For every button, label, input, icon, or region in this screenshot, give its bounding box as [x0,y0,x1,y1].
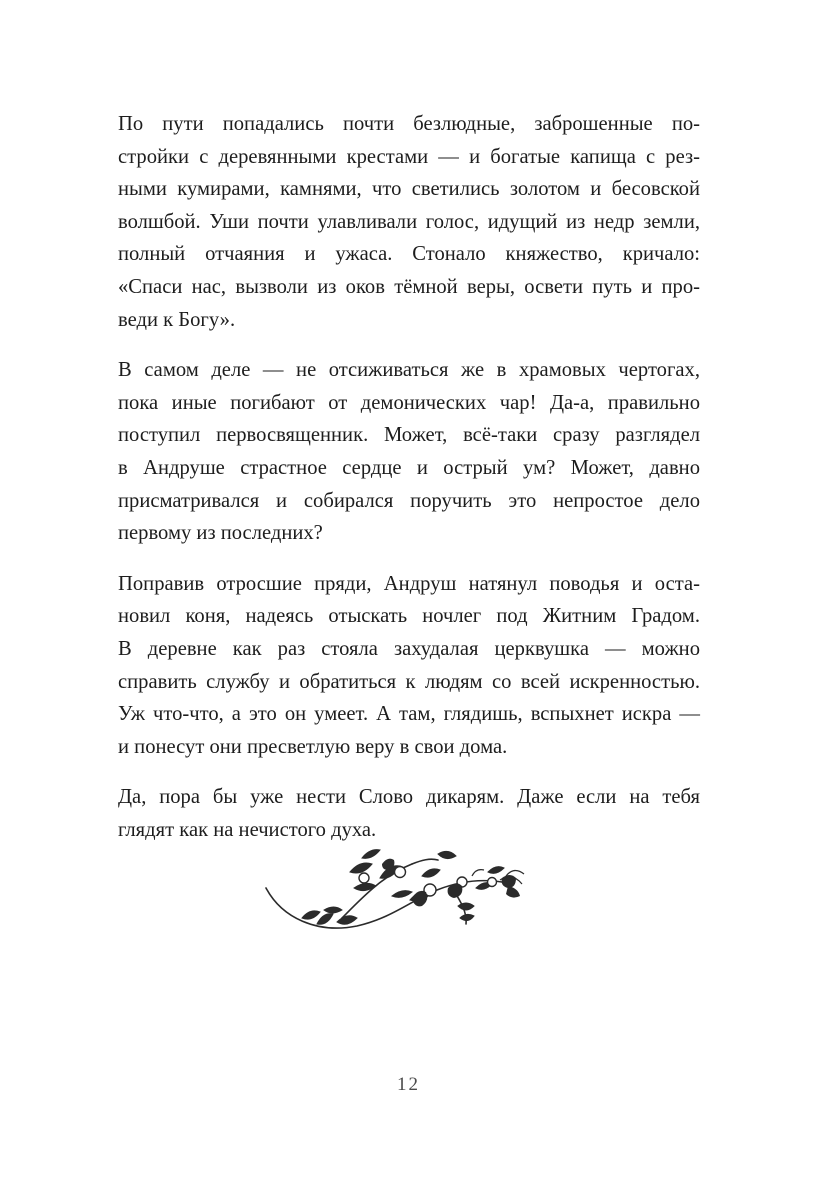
text-line: и понесут они пресветлую веру в свои дома. [118,735,508,758]
paragraph-1 [118,108,700,336]
text-line: глядят как на нечистого духа. [118,818,377,841]
text-line: «Спаси нас, вызволи из оков тёмной веры, освети путь и про- [118,275,700,298]
paragraph-4 [118,781,700,846]
text-line: Поправив отросшие пряди, Андруш натянул поводья и оста- [118,572,700,595]
floral-vine-icon [262,848,534,944]
text-line: первому из последних? [118,522,323,545]
paragraph-2 [118,354,700,550]
text-line: веди к Богу». [118,308,236,331]
text-line: в Андруше страстное сердце и острый ум? Может, давно [118,456,700,479]
text-line: поступил первосвященник. Может, всё-таки сразу разглядел [118,424,700,447]
body-text [118,108,700,864]
text-line: Да, пора бы уже нести Слово дикарям. Даже если на тебя [118,786,700,809]
text-line: В самом деле — не отсиживаться же в храмовых чертогах, [118,359,700,382]
text-line: ными кумирами, камнями, что светились золотом и бесовской [118,178,700,201]
text-line: Уж что-что, а это он умеет. А там, глядишь, вспыхнет искра — [118,703,700,726]
text-line: присматривался и собирался поручить это непростое дело [118,489,700,512]
text-line: По пути попадались почти безлюдные, заброшенные по- [118,113,700,135]
text-line: стройки с деревянными крестами — и богатые капища с рез- [118,145,700,168]
text-line: волшбой. Уши почти улавливали голос, идущий из недр земли, [118,210,700,233]
text-line: полный отчаяния и ужаса. Стонало княжество, кричало: [118,243,700,266]
page-number: 12 [397,1074,420,1095]
text-line: справить службу и обратиться к людям со всей искренностью. [118,670,700,693]
text-line: В деревне как раз стояла захудалая церквушка — можно [118,637,700,660]
paragraph-3 [118,568,700,764]
text-line: пока иные погибают от демонических чар! Да-а, правильно [118,391,700,414]
text-line: новил коня, надеясь отыскать ночлег под Житним Градом. [118,605,700,628]
